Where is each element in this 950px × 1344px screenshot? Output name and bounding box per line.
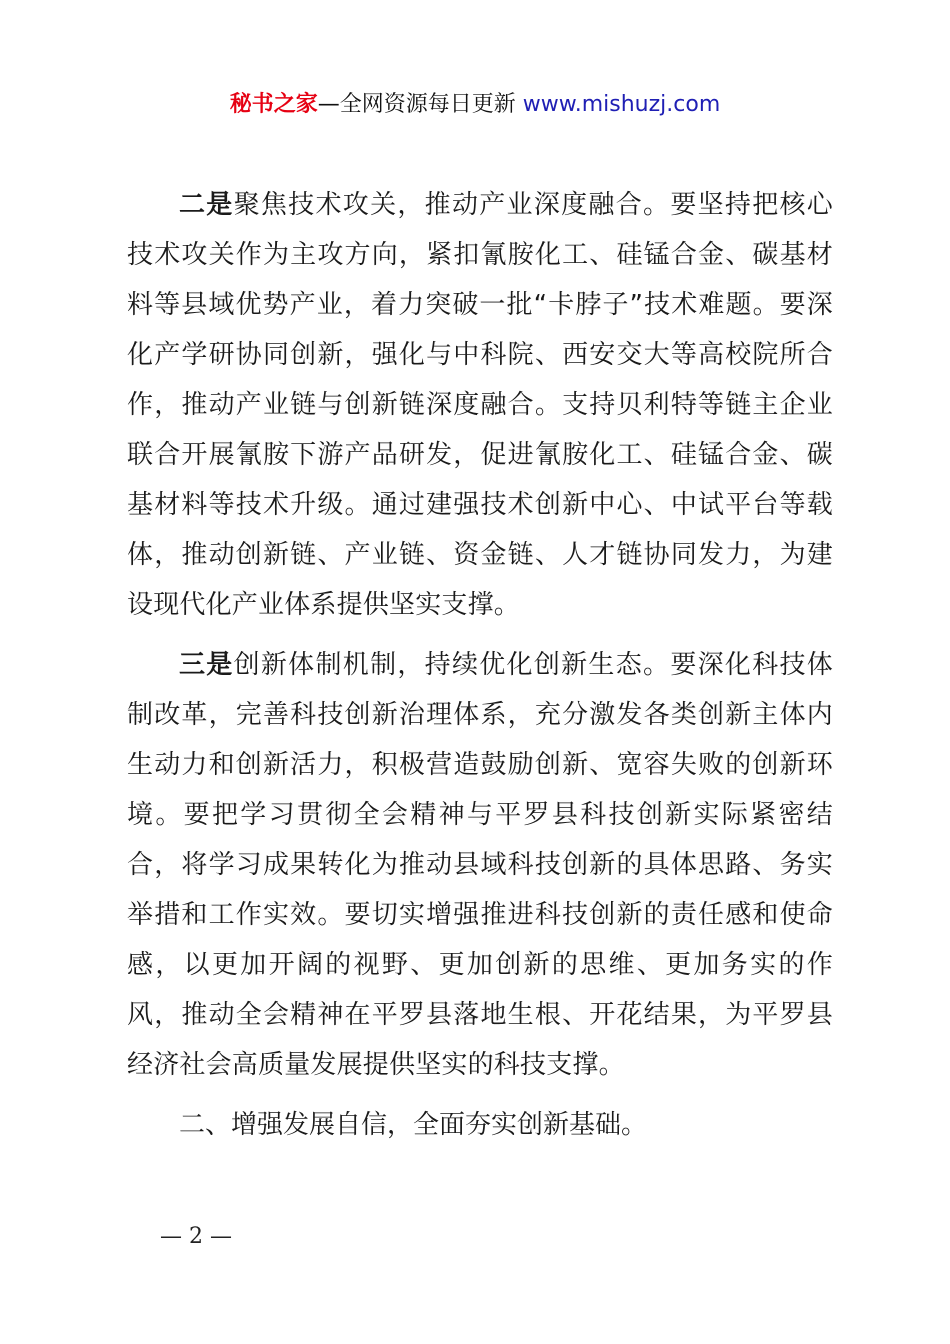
paragraph-lead: 三是 xyxy=(179,650,234,680)
paragraph-text: 创新体制机制，持续优化创新生态。要深化科技体制改革，完善科技创新治理体系，充分激发各类创新主体内生动力和创新活力，积极营造鼓励创新、宽容失败的创新环境。要把学习贯彻全会精神与平罗县科技创新实际紧密结合，将学习成果转化为推动县域科技创新的具体思路、务实举措和工作实效。要切实增强推进科技创新的责任感和使命感，以更加开阔的视野、更加创新的思维、更加务实的作风，推动全会精神在平罗县落地生根、开花结果，为平罗县经济社会高质量发展提供坚实的科技支撑。 xyxy=(127,650,833,1080)
paragraph-three xyxy=(127,640,833,1090)
header-tagline: —全网资源每日更新 xyxy=(317,92,523,117)
paragraph-text: 聚焦技术攻关，推动产业深度融合。要坚持把核心技术攻关作为主攻方向，紧扣氰胺化工、硅锰合金、碳基材料等县域优势产业，着力突破一批“卡脖子”技术难题。要深化产学研协同创新，强化与中科院、西安交大等高校院所合作，推动产业链与创新链深度融合。支持贝利特等链主企业联合开展氰胺下游产品研发，促进氰胺化工、硅锰合金、碳基材料等技术升级。通过建强技术创新中心、中试平台等载体，推动创新链、产业链、资金链、人才链协同发力，为建设现代化产业体系提供坚实支撑。 xyxy=(127,190,833,620)
paragraph-two xyxy=(127,180,833,630)
page-number: — 2 — xyxy=(160,1224,232,1249)
paragraph-lead: 二是 xyxy=(179,190,234,220)
document-body xyxy=(127,180,833,1150)
site-url-link[interactable]: www.mishuzj.com xyxy=(522,92,721,117)
section-heading: 二、增强发展自信，全面夯实创新基础。 xyxy=(179,1110,648,1140)
brand-name: 秘书之家 xyxy=(229,92,318,117)
site-header xyxy=(0,88,950,122)
